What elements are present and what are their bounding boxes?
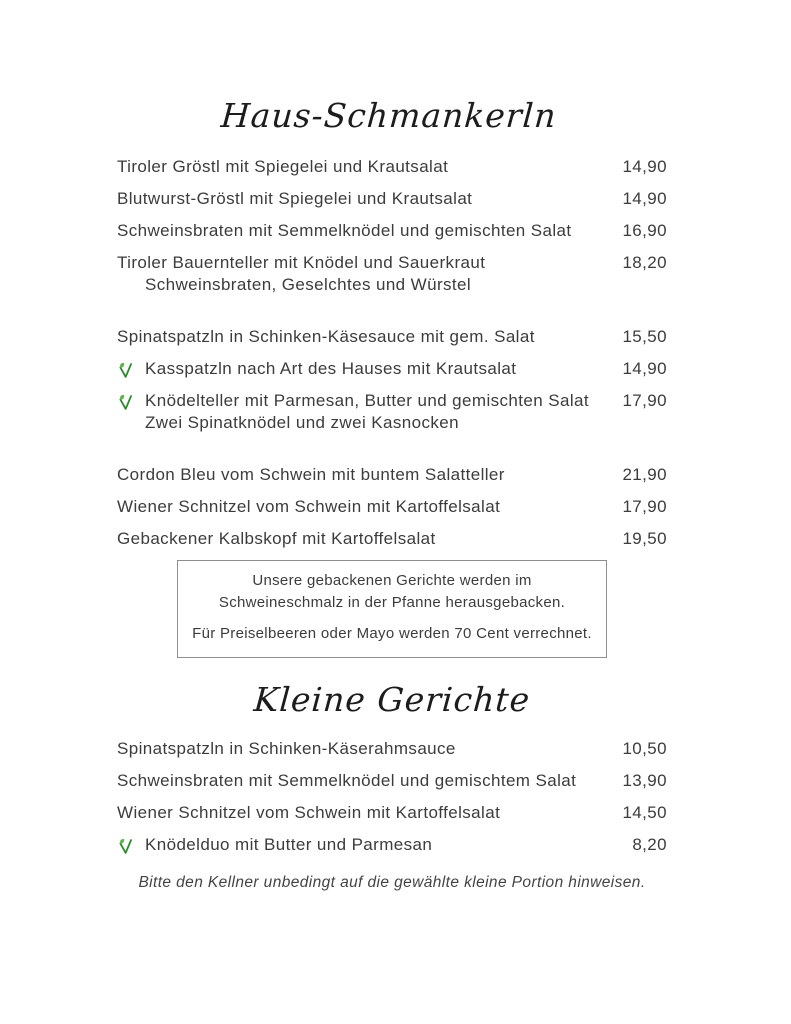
menu-item-price: 16,90 <box>622 221 667 240</box>
footer-note: Bitte den Kellner unbedingt auf die gewählte kleine Portion hinweisen. <box>138 874 646 891</box>
menu-item-price: 15,50 <box>622 327 667 346</box>
menu-item-price: 19,50 <box>622 529 667 548</box>
menu-item-name: Knödelteller mit Parmesan, Butter und gemischten Salat <box>145 391 589 410</box>
menu-item-row <box>117 188 667 210</box>
menu-group <box>117 326 667 434</box>
menu-item-row <box>117 220 667 242</box>
menu-item-name: Cordon Bleu vom Schwein mit buntem Salatteller <box>117 465 505 484</box>
menu-item-price: 14,90 <box>622 189 667 208</box>
menu-item-description: Zwei Spinatknödel und zwei Kasnocken <box>145 413 459 432</box>
menu-item-name: Wiener Schnitzel vom Schwein mit Kartoffelsalat <box>117 803 501 822</box>
section-title-haus-schmankerln: Haus-Schmankerln <box>219 96 558 135</box>
menu-item-name: Knödelduo mit Butter und Parmesan <box>145 835 433 854</box>
menu-item-price: 10,50 <box>622 739 667 758</box>
menu-item-row <box>117 496 667 518</box>
menu-item-row <box>117 252 667 274</box>
menu-item-name: Tiroler Bauernteller mit Knödel und Sauerkraut <box>117 253 486 272</box>
menu-item-row <box>117 390 667 412</box>
menu-content <box>117 0 667 894</box>
menu-group <box>117 464 667 550</box>
menu-item-row <box>117 326 667 348</box>
menu-item-price: 14,90 <box>622 359 667 378</box>
section-title-kleine-gerichte: Kleine Gerichte <box>252 680 532 719</box>
menu-item-name: Spinatspatzln in Schinken-Käserahmsauce <box>117 739 456 758</box>
menu-item-row <box>117 738 667 760</box>
vegetarian-v-leaf-icon <box>117 394 134 411</box>
menu-item-price: 14,90 <box>622 157 667 176</box>
vegetarian-v-leaf-icon <box>117 362 134 379</box>
menu-item-price: 8,20 <box>632 835 667 854</box>
menu-item-name: Schweinsbraten mit Semmelknödel und gemischtem Salat <box>117 771 577 790</box>
menu-item-price: 14,50 <box>622 803 667 822</box>
menu-item-description: Schweinsbraten, Geselchtes und Würstel <box>145 275 472 294</box>
menu-item-price: 21,90 <box>622 465 667 484</box>
notice-line: Schweineschmalz in der Pfanne herausgebacken. <box>218 594 566 611</box>
menu-item-price: 17,90 <box>622 497 667 516</box>
menu-item-row <box>117 802 667 824</box>
menu-item-row <box>117 834 667 856</box>
menu-item-price: 13,90 <box>622 771 667 790</box>
menu-item-name: Wiener Schnitzel vom Schwein mit Kartoffelsalat <box>117 497 501 516</box>
menu-item-row <box>117 528 667 550</box>
section-haus-schmankerln <box>117 156 667 550</box>
menu-item-name: Tiroler Gröstl mit Spiegelei und Krautsalat <box>117 157 449 176</box>
notice-box <box>177 560 607 658</box>
menu-group <box>117 156 667 296</box>
menu-item-row <box>117 358 667 380</box>
menu-group <box>117 738 667 856</box>
menu-item-row <box>117 156 667 178</box>
section-kleine-gerichte <box>117 738 667 856</box>
notice-line: Für Preiselbeeren oder Mayo werden 70 Cent verrechnet. <box>192 625 592 642</box>
menu-item-name: Kasspatzln nach Art des Hauses mit Krautsalat <box>145 359 517 378</box>
menu-item-name: Gebackener Kalbskopf mit Kartoffelsalat <box>117 529 436 548</box>
notice-line: Unsere gebackenen Gerichte werden im <box>252 572 532 589</box>
menu-item-row <box>117 464 667 486</box>
menu-item-name: Schweinsbraten mit Semmelknödel und gemischten Salat <box>117 221 572 240</box>
menu-item-price: 18,20 <box>622 253 667 272</box>
vegetarian-v-leaf-icon <box>117 838 134 855</box>
menu-item-price: 17,90 <box>622 391 667 410</box>
menu-item-name: Blutwurst-Gröstl mit Spiegelei und Krautsalat <box>117 189 473 208</box>
menu-item-name: Spinatspatzln in Schinken-Käsesauce mit gem. Salat <box>117 327 535 346</box>
menu-item-row <box>117 770 667 792</box>
